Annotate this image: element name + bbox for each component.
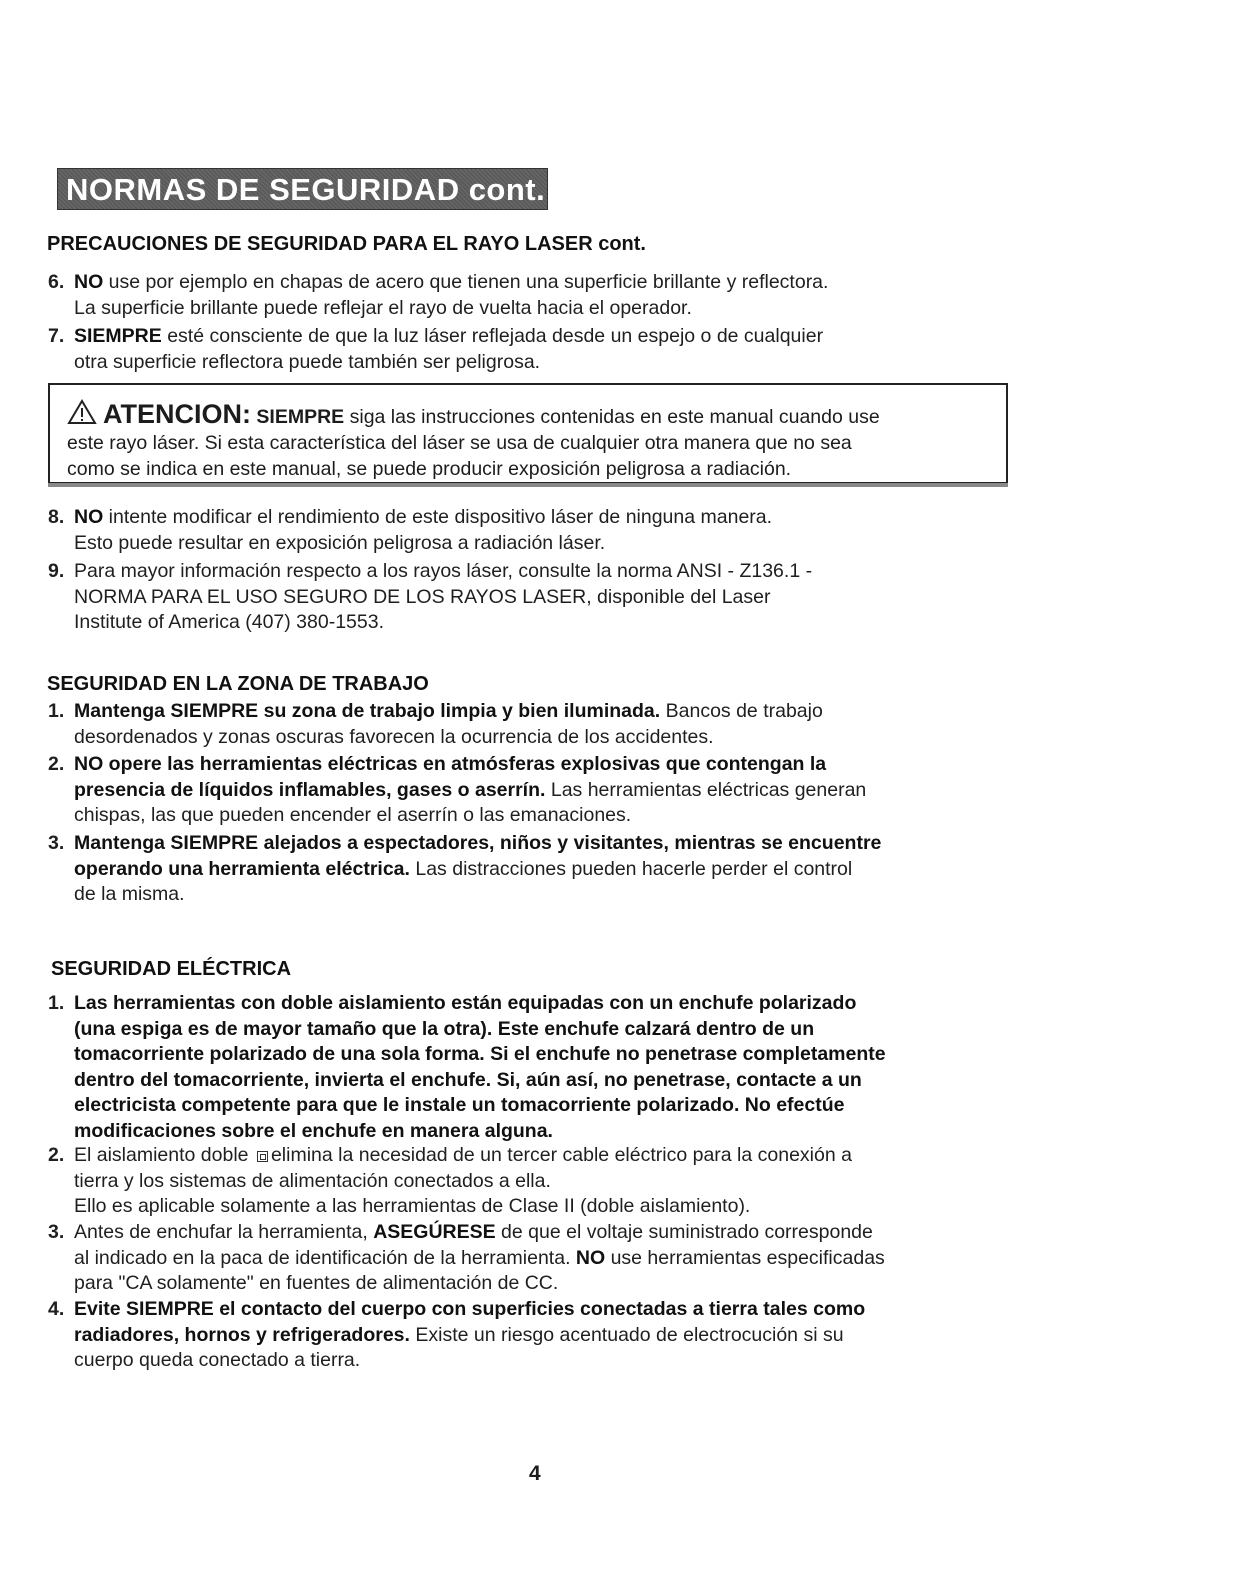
item-number: 3. (48, 832, 65, 854)
list-item-laser-8: 8. NO intente modificar el rendimiento de este dispositivo láser de ninguna manera. Esto puede resultar en exposición peligrosa a radiación láser. (48, 506, 773, 554)
page-number: 4 (529, 1462, 541, 1485)
electrical-safety-heading: SEGURIDAD ELÉCTRICA (51, 958, 292, 980)
laser-safety-heading: PRECAUCIONES DE SEGURIDAD PARA EL RAYO LASER cont. (47, 233, 646, 255)
item-number: 4. (48, 1298, 65, 1320)
item-number: 3. (48, 1221, 65, 1243)
work-area-heading: SEGURIDAD EN LA ZONA DE TRABAJO (47, 673, 429, 695)
item-number: 9. (48, 560, 65, 582)
item-number: 6. (48, 271, 65, 293)
list-item-electrical-1: 1. Las herramientas con doble aislamiento están equipadas con un enchufe polarizado (una espiga es de mayor tamaño que la otra). Este enchufe calzará dentro de un tomacorriente polarizado de una sola forma. Si el enchufe no penetrase completamente dentro del tomacorriente, invierta el enchufe. Si, aún así, no penetrase, contacte a un electricista competente para que le instale un tomacorriente polarizado. No efectúe modificaciones sobre el enchufe en manera alguna. (48, 992, 886, 1142)
list-item-work-3: 3. Mantenga SIEMPRE alejados a espectadores, niños y visitantes, mientras se encuentre operando una herramienta eléctrica. Las distracciones pueden hacerle perder el control de la misma. (48, 832, 882, 905)
section-title-banner (57, 168, 548, 210)
item-number: 2. (48, 753, 65, 775)
warning-text: ATENCION: SIEMPRE siga las instrucciones contenidas en este manual cuando use este rayo láser. Si esta característica del láser se usa de cualquier otra manera que no sea como se indica en este manual, se puede producir exposición peligrosa a radiación. (67, 399, 880, 480)
warning-box (48, 383, 1008, 484)
list-item-electrical-3: 3. Antes de enchufar la herramienta, ASEGÚRESE de que el voltaje suministrado corresponde al indicado en la paca de identificación de la herramienta. NO use herramientas especificadas para "CA solamente" en fuentes de alimentación de CC. (48, 1221, 885, 1294)
double-insulation-icon (257, 1151, 268, 1162)
list-item-electrical-4: 4. Evite SIEMPRE el contacto del cuerpo con superficies conectadas a tierra tales como radiadores, hornos y refrigeradores. Existe un riesgo acentuado de electrocución si su cuerpo queda conectado a tierra. (48, 1298, 866, 1371)
item-number: 8. (48, 506, 65, 528)
list-item-laser-7: 7. SIEMPRE esté consciente de que la luz láser reflejada desde un espejo o de cualquier otra superficie reflectora puede también ser peligrosa. (48, 325, 824, 373)
list-item-electrical-2: 2. El aislamiento doble elimina la necesidad de un tercer cable eléctrico para la conexión a tierra y los sistemas de alimentación conectados a ella. Ello es aplicable solamente a las herramientas de Clase II (doble aislamiento). (48, 1144, 852, 1217)
list-item-laser-6: 6. NO use por ejemplo en chapas de acero que tienen una superficie brillante y reflectora. La superficie brillante puede reflejar el rayo de vuelta hacia el operador. (48, 271, 829, 319)
warning-label: ATENCION: (103, 399, 251, 429)
item-number: 1. (48, 992, 65, 1014)
warning-triangle-icon (67, 399, 97, 425)
item-number: 1. (48, 700, 65, 722)
list-item-work-1: 1. Mantenga SIEMPRE su zona de trabajo limpia y bien iluminada. Bancos de trabajo desordenados y zonas oscuras favorecen la ocurrencia de los accidentes. (48, 700, 823, 748)
section-title: NORMAS DE SEGURIDAD cont. (66, 172, 546, 207)
item-number: 7. (48, 325, 65, 347)
item-number: 2. (48, 1144, 65, 1166)
list-item-laser-9: 9. Para mayor información respecto a los rayos láser, consulte la norma ANSI - Z136.1 - NORMA PARA EL USO SEGURO DE LOS RAYOS LASER, disponible del Laser Institute of America (407) 380-1553. (48, 560, 813, 633)
list-item-work-2: 2. NO opere las herramientas eléctricas en atmósferas explosivas que contengan la presencia de líquidos inflamables, gases o aserrín. Las herramientas eléctricas generan chispas, las que pueden encender el aserrín o las emanaciones. (48, 753, 867, 826)
